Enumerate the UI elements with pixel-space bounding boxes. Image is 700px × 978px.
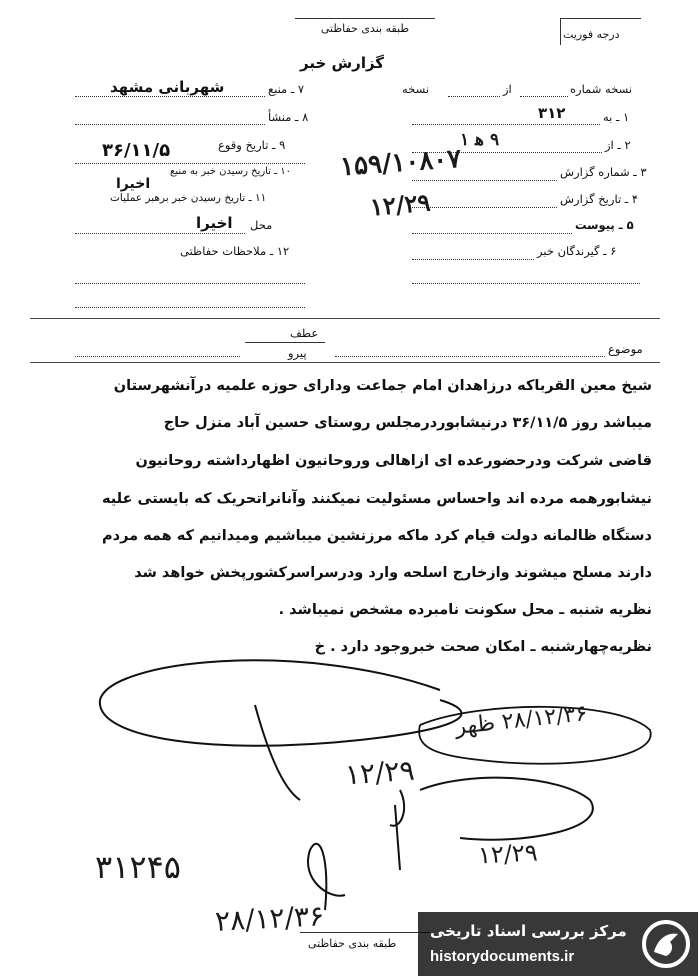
security-notes-label: ۱۲ ـ ملاحظات حفاظتی bbox=[180, 244, 290, 258]
body-line-4: نیشابورهمه مرده اند واحساس مسئولیت نمیکنند وآنانراتحریک که بایستی علیه bbox=[101, 491, 652, 507]
of-label: از bbox=[503, 82, 512, 96]
urgency-label: درجه فوریت bbox=[563, 28, 620, 41]
watermark-logo-icon bbox=[640, 918, 692, 970]
receipt-date-label: ۱۰ ـ تاریخ رسیدن خبر به منبع bbox=[170, 166, 292, 177]
report-date-label: ۴ ـ تاریخ گزارش bbox=[560, 192, 639, 206]
marginal-date: ۲۸/۱۲/۳۶ ظهر bbox=[454, 701, 589, 740]
attachment-label: ۵ ـ پیوست bbox=[575, 218, 634, 232]
receipt-date-value: اخیرا bbox=[116, 176, 151, 192]
report-number-label: ۳ ـ شماره گزارش bbox=[560, 165, 647, 179]
mid-number: ۱۲/۲۹ bbox=[343, 753, 416, 792]
ops-date-label: ۱۱ ـ تاریخ رسیدن خبر برهبر عملیات bbox=[110, 192, 267, 204]
right-number: ۱۲/۲۹ bbox=[477, 838, 539, 870]
date-stamp: ۱۲/۲۹ bbox=[368, 187, 432, 222]
body-line-2: میباشد روز ۳۶/۱۱/۵ درنیشابوردرمجلس روستای حسین آباد منزل حاج bbox=[163, 415, 652, 431]
ref-label: عطف bbox=[290, 326, 319, 340]
watermark-title: مرکز بررسی اسناد تاریخی bbox=[430, 922, 627, 940]
to-value: ۳۱۲ bbox=[538, 104, 566, 122]
source-value: شهربانی مشهد bbox=[110, 78, 225, 96]
from-value: ۹ ه‍ ۱ bbox=[460, 130, 500, 150]
classification-top: طبقه بندی حفاظتی bbox=[320, 22, 410, 35]
subject-label: موضوع bbox=[608, 342, 643, 356]
origin-label: ۸ ـ منشأ bbox=[268, 110, 309, 124]
event-date-label: ۹ ـ تاریخ وقوع bbox=[218, 138, 286, 152]
form-title: گزارش خبر bbox=[300, 54, 385, 72]
body-line-5: دستگاه ظالمانه دولت قیام کرد ماکه مرزنشین میباشیم ومیدانیم که همه مردم bbox=[102, 528, 652, 544]
body-line-8: نظریه‌چهارشنبه ـ امکان صحت خبروجود دارد . خ bbox=[314, 639, 652, 655]
source-label: ۷ ـ منبع bbox=[268, 82, 305, 96]
from-label: ۲ ـ از bbox=[605, 138, 631, 152]
body-line-6: دارند مسلح میشوند وازخارج اسلحه وارد ودرسراسرکشورپخش خواهد شد bbox=[134, 565, 652, 581]
copy-number-label: نسخه شماره bbox=[570, 82, 633, 96]
watermark-url: historydocuments.ir bbox=[430, 948, 575, 965]
watermark bbox=[418, 912, 698, 976]
recipients-label: ۶ ـ گیرندگان خبر bbox=[537, 244, 617, 258]
body-line-3: قاضی شرکت ودرحضورعده ای ازاهالی وروحانیون اظهارداشته روحانیون bbox=[135, 453, 652, 469]
follow-label: پیرو bbox=[288, 346, 307, 360]
number-stamp: ۱۵۹/۱۰۸۰۷ bbox=[339, 143, 463, 183]
place-value: اخیرا bbox=[196, 214, 233, 232]
event-date-value: ۳۶/۱۱/۵ bbox=[102, 140, 171, 161]
classification-bottom-box bbox=[300, 932, 430, 933]
place-label: محل bbox=[250, 218, 273, 232]
body-line-7: نظریه شنبه ـ محل سکونت نامبرده مشخص نمیباشد . bbox=[278, 602, 652, 618]
classification-bottom: طبقه بندی حفاظتی bbox=[308, 937, 397, 950]
to-label: ۱ ـ به bbox=[603, 110, 630, 124]
body-line-1: شیخ معین القرباکه درزاهدان امام جماعت ودارای حوزه علمیه درآنشهرستان bbox=[113, 378, 652, 394]
bottom-date: ۲۸/۱۲/۳۶ bbox=[214, 899, 325, 938]
copy-label: نسخه bbox=[402, 82, 430, 96]
bottom-number: ۳۱۲۴۵ bbox=[95, 848, 181, 886]
